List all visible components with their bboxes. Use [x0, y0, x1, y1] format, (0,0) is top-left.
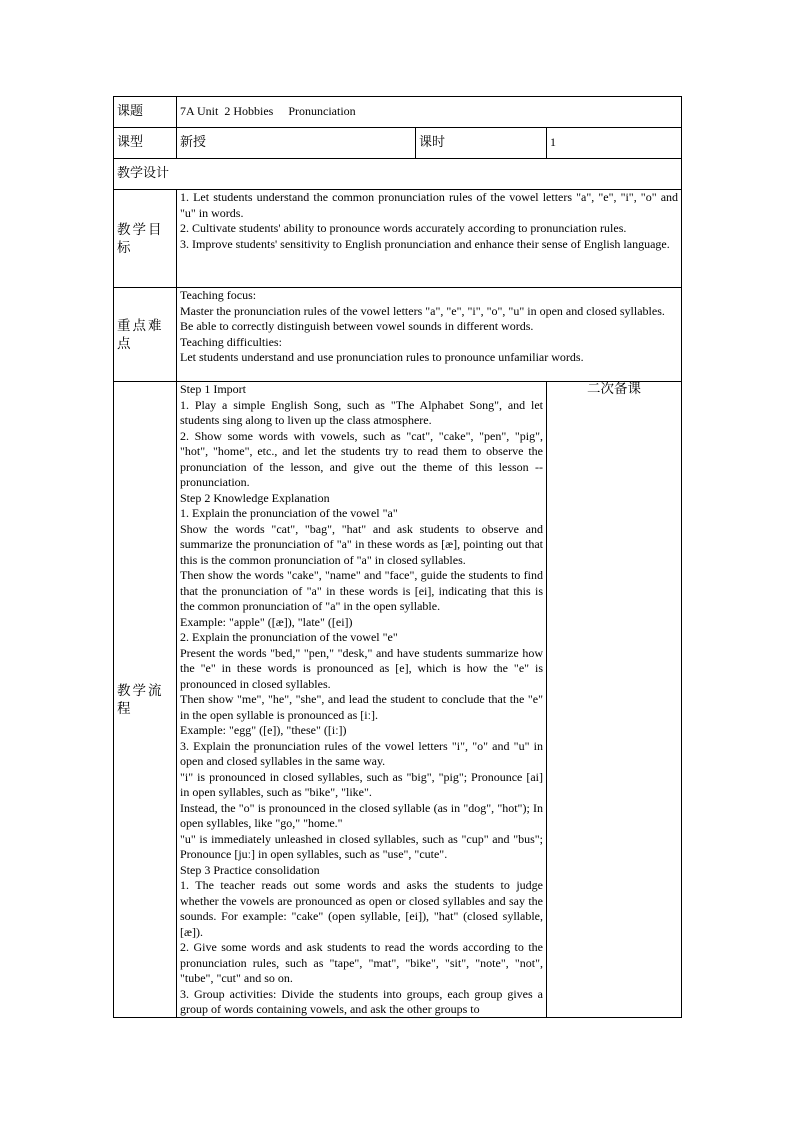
focus-line: Teaching difficulties:	[180, 334, 282, 349]
process-line: Then show the words "cake", "name" and "face", guide the students to find that the pronunciation of "a" in these words is [ei], indicating that this is the common pronunciation of "a" in the open syllable.	[180, 568, 543, 613]
objectives-content	[177, 190, 682, 288]
process-line: Example: "apple" ([æ]), "late" ([ei])	[180, 614, 353, 629]
design-row	[114, 159, 682, 190]
process-line: 3. Explain the pronunciation rules of the vowel letters "i", "o" and "u" in open and closed syllables in the same way.	[180, 738, 543, 768]
process-line: 1. Explain the pronunciation of the vowel "a"	[180, 506, 398, 520]
topic-label: 课题	[114, 97, 177, 128]
focus-row	[114, 288, 682, 382]
topic-value: 7A Unit 2 Hobbies Pronunciation	[177, 97, 682, 128]
focus-line: Master the pronunciation rules of the vowel letters "a", "e", "i", "o", "u" in open and closed syllables.	[180, 303, 665, 318]
focus-line: Teaching focus:	[180, 288, 257, 302]
focus-line: Be able to correctly distinguish between vowel sounds in different words.	[180, 319, 534, 333]
lesson-plan-page	[113, 96, 681, 1018]
process-line: "u" is immediately unleashed in closed syllables, such as "cup" and "bus"; Pronounce [juː] in open syllables, such as "use", "cute".	[180, 831, 543, 861]
process-row	[114, 382, 682, 1018]
process-label: 教学流程	[114, 382, 177, 1018]
type-label: 课型	[114, 128, 177, 159]
process-content	[177, 382, 547, 1018]
design-label: 教学设计	[114, 159, 682, 190]
process-line: Present the words "bed," "pen," "desk," and have students summarize how the "e" in these words is pronounced as [e], which is how the "e" is pronounced in closed syllables.	[180, 645, 543, 691]
process-line: 1. Play a simple English Song, such as "The Alphabet Song", and let students sing along to liven up the class atmosphere.	[180, 397, 543, 427]
objective-item: 1. Let students understand the common pronunciation rules of the vowel letters "a", "e", "i", "o" and "u" in words.	[180, 190, 679, 220]
secondary-prep-label: 二次备课	[547, 382, 682, 1018]
objectives-row	[114, 190, 682, 288]
process-flow	[180, 382, 543, 1016]
process-line: Then show "me", "he", "she", and lead the student to conclude that the "e" in the open syllable is pronounced as [iː].	[180, 692, 543, 722]
lesson-plan-table	[113, 96, 682, 1018]
process-line: "i" is pronounced in closed syllables, such as "big", "pig"; Pronounce [ai] in open syllables, such as "bike", "like".	[180, 769, 543, 799]
process-line: 1. The teacher reads out some words and asks the students to judge whether the vowels are pronounced as open or closed syllables and say the sounds. For example: "cake" (open syllable, [ei]), "hat" (closed syllable, [æ]).	[180, 878, 543, 939]
objective-item: 3. Improve students' sensitivity to English pronunciation and enhance their sense of English language.	[180, 236, 670, 251]
process-line: 2. Show some words with vowels, such as "cat", "cake", "pen", "pig", "hot", "home", etc., and let the students try to read them to observe the pronunciation of the lesson, and give out the theme of this lesson --pronunciation.	[180, 428, 543, 489]
process-line: Step 2 Knowledge Explanation	[180, 490, 330, 505]
process-line: 3. Group activities: Divide the students into groups, each group gives a group of words containing vowels, and ask the other groups to	[180, 986, 543, 1016]
process-line: Step 3 Practice consolidation	[180, 862, 320, 877]
topic-row	[114, 97, 682, 128]
period-label: 课时	[416, 128, 547, 159]
process-line: 2. Explain the pronunciation of the vowel "e"	[180, 630, 398, 644]
process-line: Example: "egg" ([e]), "these" ([iː])	[180, 723, 347, 737]
focus-line: Let students understand and use pronunciation rules to pronounce unfamiliar words.	[180, 350, 584, 364]
objectives-label: 教学目标	[114, 190, 177, 288]
process-line: Step 1 Import	[180, 382, 246, 396]
process-line: 2. Give some words and ask students to read the words according to the pronunciation rules, such as "tape", "mat", "bike", "sit", "note", "not", "tube", "cut" and so on.	[180, 940, 543, 985]
type-row	[114, 128, 682, 159]
focus-label: 重点难点	[114, 288, 177, 382]
objective-item: 2. Cultivate students' ability to pronounce words accurately according to pronunciation rules.	[180, 221, 627, 235]
process-line: Instead, the "o" is pronounced in the closed syllable (as in "dog", "hot"); In open syllables, like "go," "home."	[180, 800, 543, 830]
focus-content	[177, 288, 682, 382]
process-line: Show the words "cat", "bag", "hat" and ask students to observe and summarize the pronunciation of "a" in these words as [æ], pointing out that this is the common pronunciation of "a" in closed syllables.	[180, 521, 543, 567]
period-value: 1	[547, 128, 682, 159]
type-value: 新授	[177, 128, 416, 159]
